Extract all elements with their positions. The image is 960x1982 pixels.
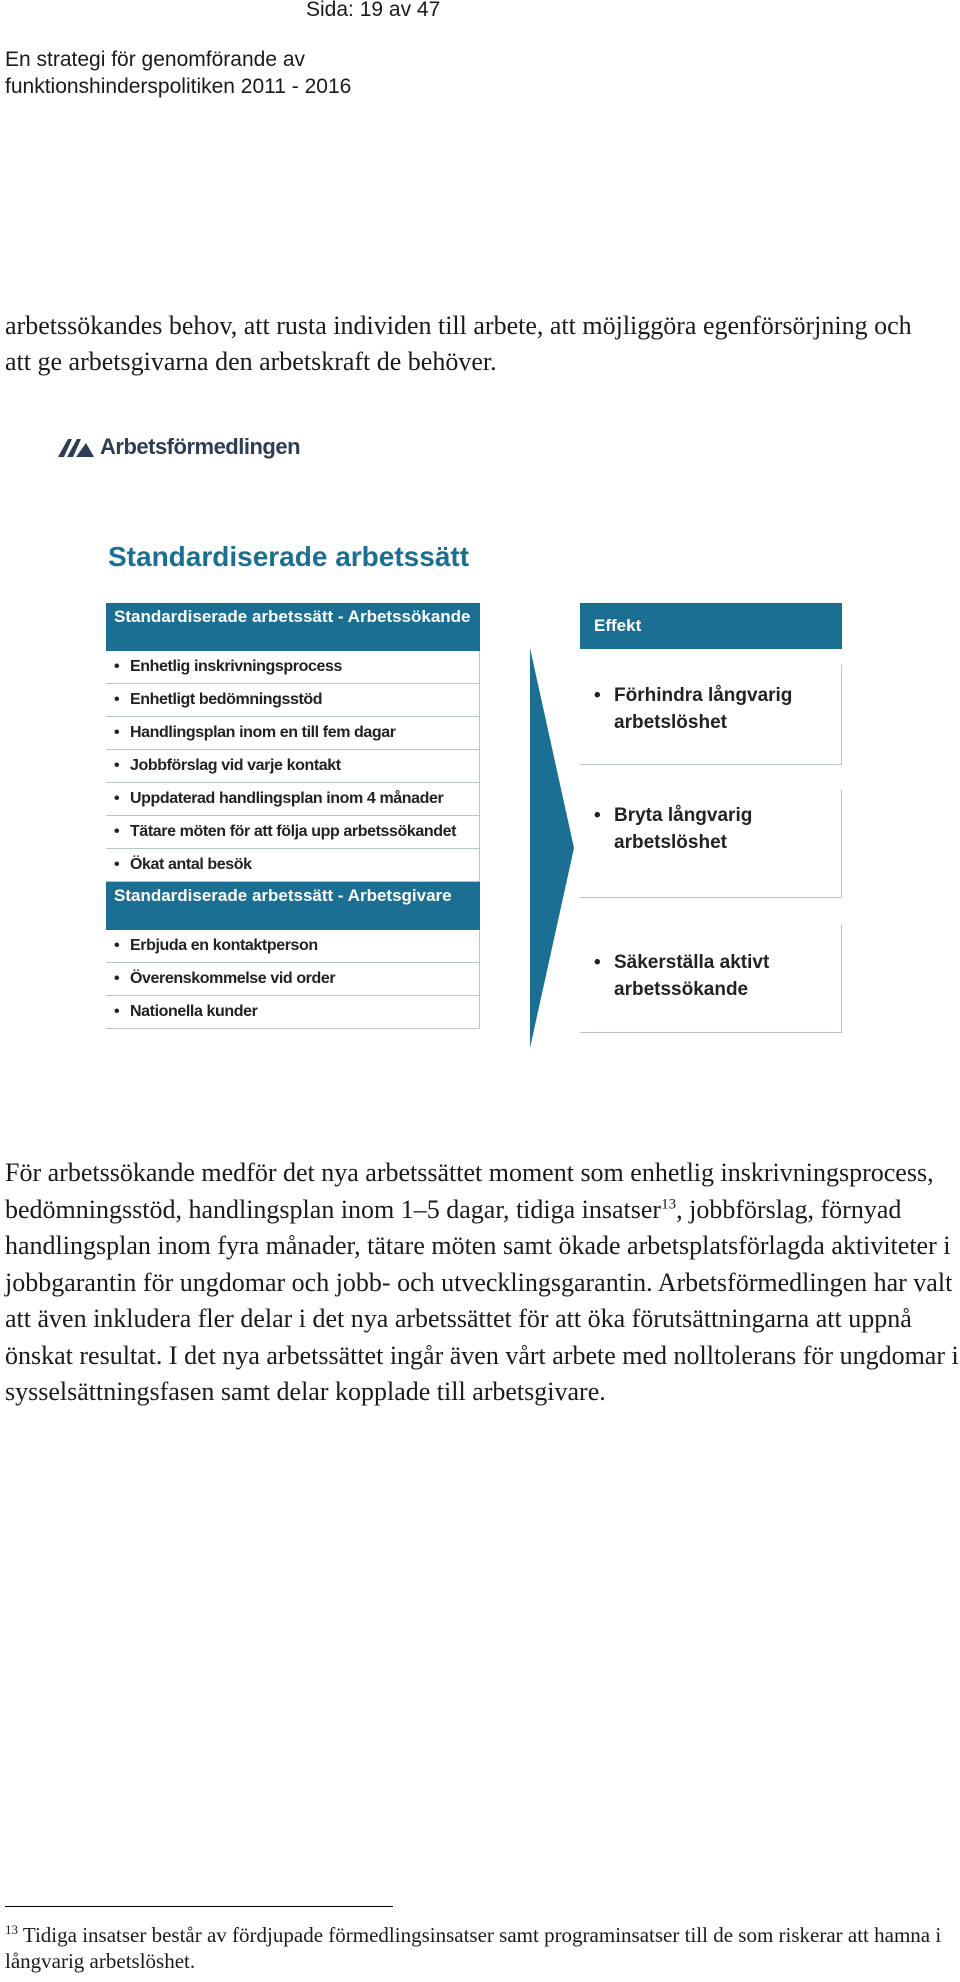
effect-text-3: Säkerställa aktivt arbetssökande	[614, 952, 770, 1000]
logo-text: Arbetsförmedlingen	[100, 434, 301, 459]
list-item	[106, 684, 480, 717]
list-item	[106, 783, 480, 816]
footnote-text: Tidiga insatser består av fördjupade förmedlingsinsatser samt programinsatser till de som riskerar att hamna i långvarig arbetslöshet.	[5, 1923, 942, 1973]
left-column	[106, 603, 480, 1029]
list-item-label: Uppdaterad handlingsplan inom 4 månader	[130, 790, 444, 807]
body-text-part2: , jobbförslag, förnyad handlingsplan inom fyra månader, tätare möten samt ökade arbetsplatsförlagda aktiviteter i jobbgarantin för ungdomar och jobb- och utvecklingsgarantin. Arbetsförmedlingen har valt att även inkludera fler delar i det nya arbetssättet för att öka förutsättningarna att uppnå önskat resultat. I det nya arbetssättet ingår även vårt arbete med nolltolerans för ungdomar i sysselsättningsfasen samt delar kopplade till arbetsgivare.	[5, 1194, 959, 1406]
effect-box-1	[580, 665, 842, 765]
list-item	[106, 651, 480, 684]
logo-mark-icon	[58, 437, 94, 457]
bullet: •	[114, 937, 120, 954]
left-header-arbetsgivare: Standardiserade arbetssätt - Arbetsgivare	[106, 882, 480, 930]
body-text-part1: För arbetssökande medför det nya arbetssättet moment som enhetlig inskrivningsprocess, bedömningsstöd, handlingsplan inom 1–5 dagar, tidiga insatser	[5, 1158, 934, 1224]
bullet: •	[594, 952, 601, 973]
list-item-label: Enhetligt bedömningsstöd	[130, 691, 323, 708]
page-number: Sida: 19 av 47	[306, 0, 441, 21]
list-item-label: Tätare möten för att följa upp arbetssökandet	[130, 823, 457, 840]
bullet: •	[114, 724, 120, 741]
effect-text-1: Förhindra långvarig arbetslöshet	[614, 685, 793, 733]
arrow-shape	[530, 648, 574, 1048]
list-item-label: Ökat antal besök	[130, 856, 252, 873]
effect-text-2: Bryta långvarig arbetslöshet	[614, 805, 753, 853]
document-title: En strategi för genomförande av funktionshinderspolitiken 2011 - 2016	[5, 48, 352, 98]
effect-column	[580, 603, 842, 649]
list-item-label: Nationella kunder	[130, 1003, 258, 1020]
footnote-reference[interactable]: 13	[661, 1195, 677, 1212]
list-item-label: Överenskommelse vid order	[130, 970, 336, 987]
list-item	[106, 816, 480, 849]
list-item	[106, 996, 480, 1029]
arbetsformedlingen-logo	[58, 434, 300, 460]
list-item	[106, 963, 480, 996]
effect-box-3	[580, 925, 842, 1033]
bullet: •	[114, 790, 120, 807]
bullet: •	[114, 1003, 120, 1020]
bullet: •	[114, 658, 120, 675]
list-item	[106, 717, 480, 750]
bullet: •	[594, 805, 601, 826]
effect-box-2	[580, 790, 842, 898]
list-item	[106, 849, 480, 882]
footnote	[5, 1922, 945, 1974]
list-item-label: Jobbförslag vid varje kontakt	[130, 757, 341, 774]
list-item-label: Handlingsplan inom en till fem dagar	[130, 724, 396, 741]
intro-paragraph: arbetssökandes behov, att rusta individen till arbete, att möjliggöra egenförsörjning och att ge arbetsgivarna den arbetskraft de behöver.	[5, 311, 912, 376]
bullet: •	[594, 685, 601, 706]
list-item	[106, 930, 480, 963]
effect-header: Effekt	[580, 603, 842, 649]
list-item-label: Enhetlig inskrivningsprocess	[130, 658, 342, 675]
bullet: •	[114, 691, 120, 708]
list-item	[106, 750, 480, 783]
left-header-arbetssokande: Standardiserade arbetssätt - Arbetssökande	[106, 603, 480, 651]
footnote-number: 13	[5, 1922, 18, 1937]
list-item-label: Erbjuda en kontaktperson	[130, 937, 318, 954]
bullet: •	[114, 856, 120, 873]
bullet: •	[114, 970, 120, 987]
bullet: •	[114, 823, 120, 840]
body-paragraph	[5, 1155, 960, 1411]
bullet: •	[114, 757, 120, 774]
footnote-separator	[5, 1906, 393, 1907]
figure-title: Standardiserade arbetssätt	[108, 541, 470, 572]
